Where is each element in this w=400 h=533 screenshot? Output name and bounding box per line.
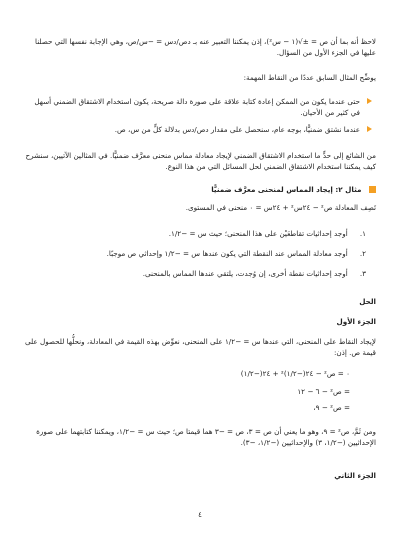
bullet-item-2 (24, 124, 372, 135)
task-item-1 (24, 228, 366, 239)
bullet-item-1 (24, 96, 372, 118)
bullet-triangle-icon (367, 98, 372, 104)
bullet-text: عندما نشتق ضمنيًّا، بوجه عام، سنحصل على مقدار دص/دس بدلالة كلٍّ من س، ص. (114, 125, 360, 134)
task-number: ٢. (359, 249, 366, 258)
equation-line-3: = ص² − ٩، (313, 403, 350, 412)
task-number: ١. (359, 229, 366, 238)
example-title: مثال ٢: إيجاد المماس لمنحنى معرَّف ضمنيًّا (211, 185, 362, 194)
task-item-2 (24, 248, 366, 259)
part1-text: لإيجاد النقاط على المنحنى، التي عندها س = −١/٢ على المنحنى، نعوِّض بهذه القيمة في المعادلة، ونحلُّها للحصول على قيمة ص. إذن: (25, 337, 376, 358)
intro-paragraph: لاحظ أنه بما أن ص = ±√(١ − س²)، إذن يمكننا التعبير عنه بـ دص/دس = −س/ص، وهي الإجابة نفسها التي حصلنا عليها في الجزء الأول من السؤال. (35, 37, 376, 58)
page-number: ٤ (198, 511, 202, 520)
part2-heading: الجزء الثاني (334, 471, 376, 480)
example-description: تَصِف المعادلة ص² − ٢٤س² + ٢٤س = ٠ منحنى في المستوى. (185, 203, 376, 212)
equation-line-1: ٠ = ص² − ٢٤(−١/٢)² + ٢٤(−١/٢) (240, 369, 350, 378)
solution-heading: الحل (359, 297, 376, 306)
example-heading (24, 184, 376, 195)
task-text: أوجد إحداثيات تقاطعَيْن على هذا المنحنى؛ حيث س = −١/٢. (168, 229, 348, 238)
conclusion-paragraph: ومن ثَمَّ، ص² = ٩، وهو ما يعني أن ص = ٣، ص = −٣ هما قيمتا ص؛ حيث س = −١/٢، ويمكننا كتابتهما على صورة الإحداثيين (−١/٢، ٣) والإحداثيين (−١/٢، −٣). (36, 427, 376, 448)
task-item-3 (24, 268, 366, 279)
part1-heading: الجزء الأول (336, 317, 376, 326)
task-text: أوجد إحداثيات نقطة أخرى، إن وُجدت، يلتقي عندها المماس بالمنحنى. (142, 269, 348, 278)
task-number: ٣. (359, 269, 366, 278)
paragraph-2: من الشائع إلى حدٍّ ما استخدام الاشتقاق الضمني لإيجاد معادلة مماس منحنى معرَّف ضمنيًّا. في المثالين الآتيين، سنشرح كيف يمكننا استخدام الاشتقاق الضمني لحل المسائل التي من هذا النوع. (25, 151, 376, 172)
equation-line-2: = ص² − ٦ − ١٢ (297, 387, 350, 396)
orange-square-icon (369, 186, 376, 193)
bullet-triangle-icon (367, 126, 372, 132)
intro-sentence: يوضِّح المثال السابق عددًا من النقاط المهمة: (243, 73, 376, 82)
bullet-text: حتى عندما يكون من الممكن إعادة كتابة علاقة على صورة دالة صريحة، يكون استخدام الاشتقاق الضمني أسهل في كثير من الأحيان. (34, 97, 360, 118)
task-text: أوجد معادلة المماس عند النقطة التي يكون عندها س = −١/٢ وإحداثي ص موجبًا. (106, 249, 348, 258)
